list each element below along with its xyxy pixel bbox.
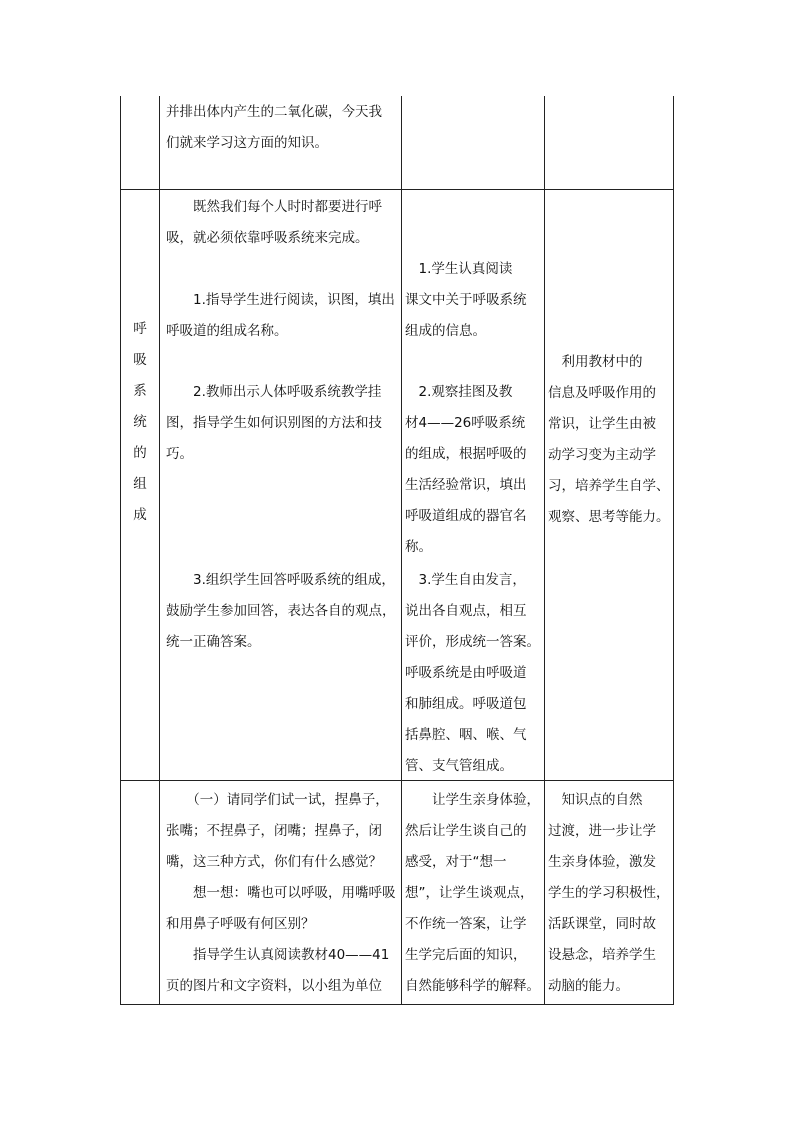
row2-student-step1: 1.学生认真阅读 课文中关于呼吸系统 组成的信息。: [405, 261, 527, 339]
row-divider-2: [120, 780, 674, 781]
table-divider-student: [544, 96, 545, 1005]
row1-teacher-text: 并排出体内产生的二氧化碳，今天我 们就来学习这方面的知识。: [166, 104, 382, 151]
row2-student-step2: 2.观察挂图及教 材4——26呼吸系统 的组成，根据呼吸的 生活经验常识，填出 呼吸道组成的器官名 称。: [405, 384, 527, 555]
row-divider-1: [120, 189, 674, 190]
row2-design-intent: 利用教材中的 信息及呼吸作用的 常识，让学生由被 动学习变为主动学 习，培养学生自学、 观察、思考等能力。: [548, 354, 670, 525]
row2-teacher-step2: 2.教师出示人体呼吸系统教学挂 图，指导学生如何识别图的方法和技 巧。: [166, 384, 382, 462]
table-border-left: [120, 96, 121, 1005]
table-divider-teacher: [401, 96, 402, 1005]
row2-student-step3: 3.学生自由发言， 说出各自观点，相互 评价，形成统一答案。 呼吸系统是由呼吸道 和肺组成。呼吸道包 括鼻腔、咽、喉、气 管、支气管组成。: [405, 572, 540, 774]
row3-teacher-text: （一）请同学们试一试，捏鼻子， 张嘴；不捏鼻子，闭嘴；捏鼻子，闭 嘴，这三种方式，你们有什么感觉？ 想一想：嘴也可以呼吸，用嘴呼吸 和用鼻子呼吸有何区别？ 指导学生认真阅读教材40——41 页的图片和文字资料，以小组为单位: [166, 792, 396, 994]
table-divider-label: [159, 96, 160, 1005]
table-border-right: [673, 96, 674, 1005]
section-label-respiratory-system: 呼 吸 系 统 的 组 成: [133, 321, 147, 523]
row3-design-intent: 知识点的自然 过渡，进一步让学 生亲身体验，激发 学生的学习积极性， 活跃课堂，同时故 设悬念，培养学生 动脑的能力。: [548, 792, 670, 994]
row3-student-text: 让学生亲身体验， 然后让学生谈自己的 感受，对于“想一 想”，让学生谈观点， 不作统一答案，让学 生学完后面的知识， 自然能够科学的解释。: [405, 792, 540, 994]
table-border-bottom: [120, 1004, 674, 1005]
row2-teacher-intro: 既然我们每个人时时都要进行呼 吸，就必须依靠呼吸系统来完成。: [166, 199, 382, 246]
row2-teacher-step1: 1.指导学生进行阅读，识图，填出 呼吸道的组成名称。: [166, 292, 395, 339]
row2-teacher-step3: 3.组织学生回答呼吸系统的组成， 鼓励学生参加回答，表达各自的观点， 统一正确答案。: [166, 572, 396, 650]
